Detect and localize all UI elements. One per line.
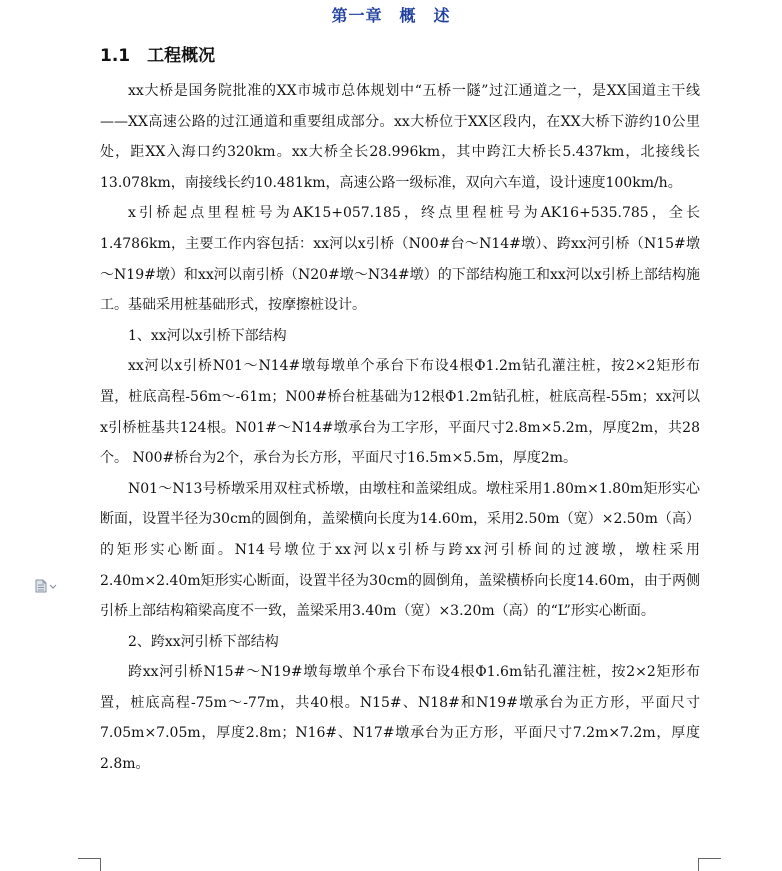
paragraph-north-foundation: xx河以x引桥N01～N14#墩每墩单个承台下布设4根Φ1.2m钻孔灌注桩，按2×2矩形布置，桩底高程-56m～-61m；N00#桥台桩基础为12根Φ1.2m钻孔桩，桩底高程-55m；xx河以x引桥桩基共124根。N01#～N14#墩承台为工字形，平面尺寸2.8m×5.2m，厚度2m，共28个。 N00#桥台为2个，承台为长方形，平面尺寸16.5m×5.5m，厚度2m。 (100, 358, 700, 467)
chapter-title: 第一章 概 述 (331, 6, 451, 25)
body-text (100, 76, 700, 780)
subheading-river-approach: 2、跨xx河引桥下部结构 (128, 633, 279, 650)
paragraph-north-piers: N01～N13号桥墩采用双柱式桥墩，由墩柱和盖梁组成。墩柱采用1.80m×1.80m矩形实心断面，设置半径为30cm的圆倒角，盖梁横向长度为14.60m，采用2.50m（宽）×2.50m（高）的矩形实心断面。N14号墩位于xx河以x引桥与跨xx河引桥间的过渡墩，墩柱采用2.40m×2.40m矩形实心断面，设置半径为30cm的圆倒角，盖梁横桥向长度14.60m，由于两侧引桥上部结构箱梁高度不一致，盖梁采用3.40m（宽）×3.20m（高）的“L”形实心断面。 (100, 480, 700, 620)
page-corner-bottom-left (78, 858, 101, 871)
page-corner-bottom-right (698, 858, 721, 871)
paragraph-river-foundation: 跨xx河引桥N15#～N19#墩每墩单个承台下布设4根Φ1.6m钻孔灌注桩，按2×2矩形布置，桩底高程-75m～-77m，共40根。N15#、N18#和N19#墩承台为正方形，平面尺寸7.05m×7.05m，厚度2.8m；N16#、N17#墩承台为正方形，平面尺寸7.2m×7.2m，厚度2.8m。 (100, 664, 700, 773)
paragraph-overview: xx大桥是国务院批准的XX市城市总体规划中“五桥一隧”过江通道之一，是XX国道主干线——XX高速公路的过江通道和重要组成部分。xx大桥位于XX区段内，在XX大桥下游约10公里处，距XX入海口约320km。xx大桥全长28.996km，其中跨江大桥长5.437km，北接线长13.078km，南接线长约10.481km，高速公路一级标准，双向六车道，设计速度100km/h。 (100, 83, 700, 191)
section-title: 1.1 工程概况 (100, 46, 216, 66)
subheading-north-approach: 1、xx河以x引桥下部结构 (128, 327, 287, 344)
document-icon[interactable] (34, 578, 58, 592)
paragraph-approach-bridge: x引桥起点里程桩号为AK15+057.185，终点里程桩号为AK16+535.785，全长1.4786km，主要工作内容包括：xx河以x引桥（N00#台～N14#墩）、跨xx河引桥（N15#墩～N19#墩）和xx河以南引桥（N20#墩～N34#墩）的下部结构施工和xx河以x引桥上部结构施工。基础采用桩基础形式，按摩擦桩设计。 (100, 205, 700, 314)
